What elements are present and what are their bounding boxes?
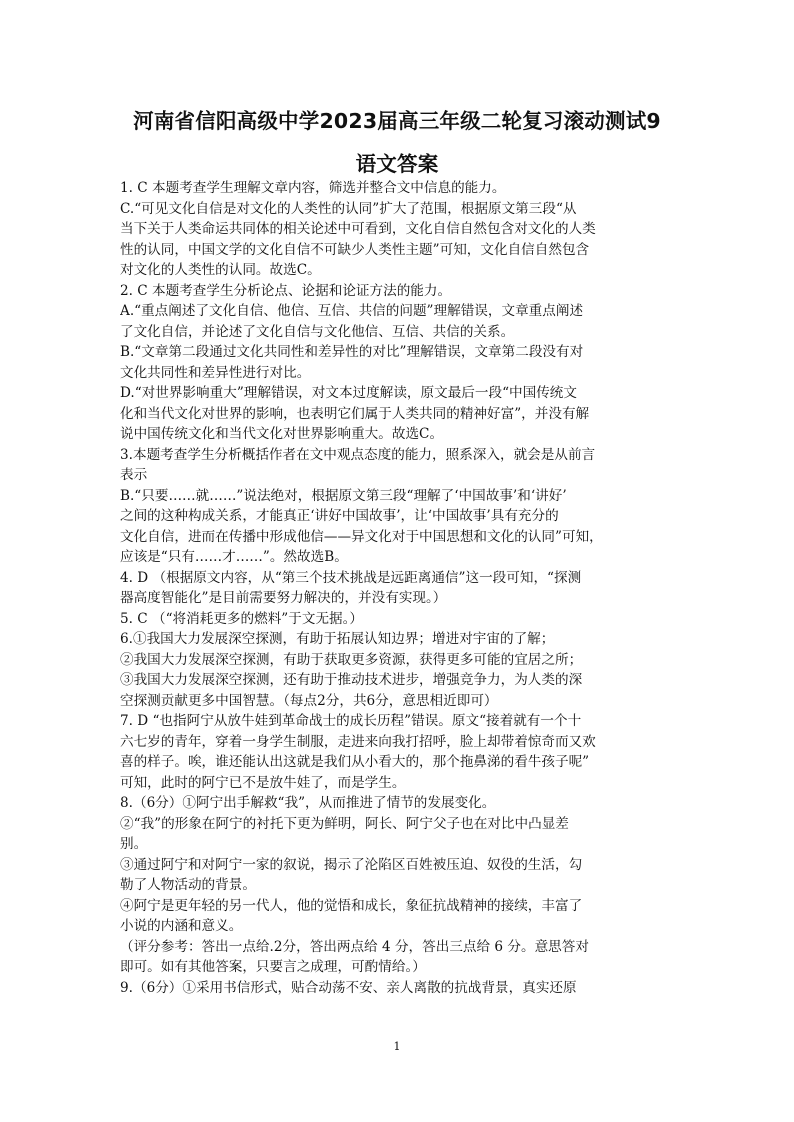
text-line: 4. D （根据原文内容，从“第三个技术挑战是远距离通信”这一段可知，“探测 <box>120 569 582 586</box>
text-line: （评分参考：答出一点给.2分，答出两点给 4 分，答出三点给 6 分。意思答对 <box>120 938 589 955</box>
page-number: 1 <box>393 1040 401 1053</box>
text-line: 文化自信，进而在传播中形成他信——异文化对于中国思想和文化的认同”可知， <box>120 528 603 545</box>
text-line: 文化共同性和差异性进行对比。 <box>120 364 311 381</box>
text-line: 即可。如有其他答案，只要言之成理，可酌情给。） <box>120 959 426 975</box>
text-line: 3.本题考查学生分析概括作者在文中观点态度的能力，照系深入，就会是从前言 <box>120 446 596 463</box>
text-line: 喜的样子。唉，谁还能认出这就是我们从小看大的，那个拖鼻涕的看牛孩子呢” <box>120 754 590 770</box>
text-line: 六七岁的青年，穿着一身学生制服，走进来向我打招呼，脸上却带着惊奇而又欢 <box>120 733 596 750</box>
text-line: 表示 <box>120 467 148 483</box>
text-line: B.“只要……就……”说法绝对，根据原文第三段“理解了‘中国故事’和‘讲好’ <box>120 487 567 504</box>
text-line: ③通过阿宁和对阿宁一家的叙说，揭示了沦陷区百姓被压迫、奴役的生活，勾 <box>120 856 583 873</box>
text-line: 8.（6分）①阿宁出手解救“我”，从而推进了情节的发展变化。 <box>120 795 496 811</box>
text-line: 说中国传统文化和当代文化对世界影响重大。故选C。 <box>120 426 444 442</box>
text-line: 对文化的人类性的认同。故选C。 <box>120 262 321 278</box>
text-line: ②“我”的形象在阿宁的衬托下更为鲜明，阿长、阿宁父子也在对比中凸显差 <box>120 815 569 832</box>
answer-body <box>120 178 690 998</box>
text-line: 别。 <box>120 836 148 852</box>
text-line: 了文化自信，并论述了文化自信与文化他信、互信、共信的关系。 <box>120 323 515 340</box>
text-line: 应该是“只有……才……”。然故选B。 <box>120 549 348 565</box>
text-line: A.“重点阐述了文化自信、他信、互信、共信的问题”理解错误，文章重点阐述 <box>120 303 584 319</box>
text-line: 小说的内涵和意义。 <box>120 918 243 934</box>
text-line: 空探测贡献更多中国智慧。（每点2分，共6分，意思相近即可） <box>120 692 498 709</box>
text-line: ②我国大力发展深空探测，有助于获取更多资源，获得更多可能的宜居之所； <box>120 651 583 668</box>
text-line: 2. C 本题考查学生分析论点、论据和论证方法的能力。 <box>120 282 452 299</box>
text-line: 当下关于人类命运共同体的相关论述中可看到，文化自信自然包含对文化的人类 <box>120 221 596 237</box>
text-line: 7. D “也指阿宁从放牛娃到革命战士的成长历程”错误。原文“接着就有一个十 <box>120 713 582 729</box>
text-line: ④阿宁是更年轻的另一代人，他的觉悟和成长，象征抗战精神的接续，丰富了 <box>120 897 583 914</box>
text-line: B.“文章第二段通过文化共同性和差异性的对比”理解错误，文章第二段没有对 <box>120 344 584 360</box>
text-line: 5. C （“将消耗更多的燃料”于文无据。） <box>120 610 364 627</box>
text-line: 可知，此时的阿宁已不是放牛娃了，而是学生。 <box>120 774 406 791</box>
text-line: D.“对世界影响重大”理解错误，对文本过度解读，原文最后一段“中国传统文 <box>120 385 577 401</box>
text-line: 性的认同，中国文学的文化自信不可缺少人类性主题”可知，文化自信自然包含 <box>120 241 590 258</box>
document-subtitle: 语文答案 <box>355 152 439 176</box>
text-line: 勒了人物活动的背景。 <box>120 877 256 893</box>
text-line: ③我国大力发展深空探测，还有助于推动技术进步，增强竞争力，为人类的深 <box>120 672 583 688</box>
text-line: 6.①我国大力发展深空探测，有助于拓展认知边界；增进对宇宙的了解； <box>120 631 555 647</box>
text-line: 9.（6分）①采用书信形式，贴合动荡不安、亲人离散的抗战背景，真实还原 <box>120 979 577 996</box>
text-line: 器高度智能化”是目前需要努力解决的，并没有实现。） <box>120 590 447 606</box>
text-line: 之间的这种构成关系，才能真正‘讲好中国故事’，让‘中国故事’具有充分的 <box>120 508 559 524</box>
document-title: 河南省信阳高级中学2023届高三年级二轮复习滚动测试9 <box>133 109 661 133</box>
text-line: 化和当代文化对世界的影响，也表明它们属于人类共同的精神好富”，并没有解 <box>120 405 590 422</box>
text-line: C.“可见文化自信是对文化的人类性的认同”扩大了范围，根据原文第三段“从 <box>120 200 577 217</box>
text-line: 1. C 本题考查学生理解文章内容，筛选并整合文中信息的能力。 <box>120 180 506 196</box>
